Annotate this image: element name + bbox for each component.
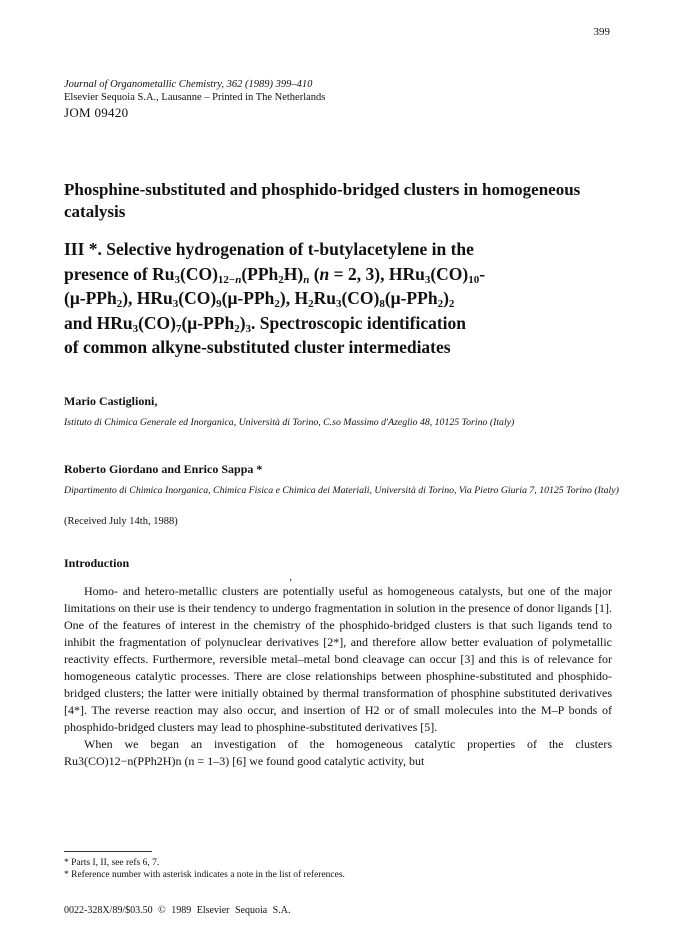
jom-code: JOM 09420 (64, 105, 129, 120)
page-number: 399 (593, 26, 610, 38)
title-line-4: and $HRu_3(CO)_7(\mu-PPh_2)_3$. Spectroscopic identification (64, 312, 467, 335)
title-line-3: (μ-PPh$_2$), $HRu_3(CO)_9(\mu-PPh_2)$, $H_2Ru_3(CO)_8(\mu-PPh_2)_2$ (64, 288, 455, 310)
footnote-rule (64, 851, 152, 852)
author-2-affiliation: Dipartimento di Chimica Inorganica, Chimica Fisica e Chimica dei Materiali, Università di Torino, Via Pietro Giuria 7, 10125 Torino (Italy) (64, 485, 619, 496)
section-heading: Introduction (64, 556, 130, 570)
author-1-affiliation: Istituto di Chimica Generale ed Inorganica, Università di Torino, C.so Massimo d'Azeglio 48, 10125 Torino (Italy) (64, 417, 515, 428)
journal-citation: Journal of Organometallic Chemistry, 362 (1989) 399–410 (64, 79, 313, 90)
paragraph-2: When we began an investigation of the homogeneous catalytic properties of the clusters Ru3(CO)12−n(PPh2H)n (n = 1–3) [6] we found good catalytic activity, but (64, 737, 612, 768)
title-line-5: of common alkyne-substituted cluster intermediates (64, 337, 451, 357)
series-title: Phosphine-substituted and phosphido-bridged clusters in homogeneous catalysis (64, 180, 581, 221)
footnote-1: * Parts I, II, see refs 6, 7. (64, 858, 160, 868)
publisher-line: Elsevier Sequoia S.A., Lausanne – Printed in The Netherlands (64, 92, 326, 103)
received-date: (Received July 14th, 1988) (64, 516, 178, 527)
title-line-2: presence of $Ru_3(CO)_{12-n}(PPh_2H)_n$ (n = 2, 3), $HRu_3(CO)_{10}-$ (64, 263, 486, 286)
journal-header (64, 78, 325, 104)
paper-title (64, 237, 624, 360)
stray-mark: ‚ (289, 572, 293, 583)
author-2-name: Roberto Giordano and Enrico Sappa * (64, 462, 263, 476)
paragraph-1: Homo- and hetero-metallic clusters are potentially useful as homogeneous catalysts, but one of the major limitations on their use is their tendency to undergo fragmentation in solution in the presence of donor ligands [1]. One of the features of interest in the chemistry of the phosphido-bridged clusters is that such ligands tend to inhibit the fragmentation of polynuclear derivatives [2*], and therefore allow better evaluation of polymetallic reactivity effects. Furthermore, reversible metal–metal bond cleavage can occur [3] and this is of relevance for homogeneous catalytic processes. There are close relationships between phosphine-substituted and phosphido-bridged clusters; the latter were initially obtained by thermal transformation of phosphine substituted derivatives [4*]. The reverse reaction may also occur, and insertion of H2 or of small molecules into the M–P bonds of phosphido-bridged clusters may lead to phosphine-substituted derivatives [5]. (64, 584, 612, 734)
copyright-line: 0022-328X/89/$03.50 © 1989 Elsevier Sequoia S.A. (64, 905, 291, 916)
footnote-2: * Reference number with asterisk indicates a note in the list of references. (64, 870, 345, 880)
author-1-name: Mario Castiglioni, (64, 394, 158, 408)
title-line-1: III *. Selective hydrogenation of t-butylacetylene in the (64, 239, 474, 259)
introduction-body (64, 583, 612, 770)
